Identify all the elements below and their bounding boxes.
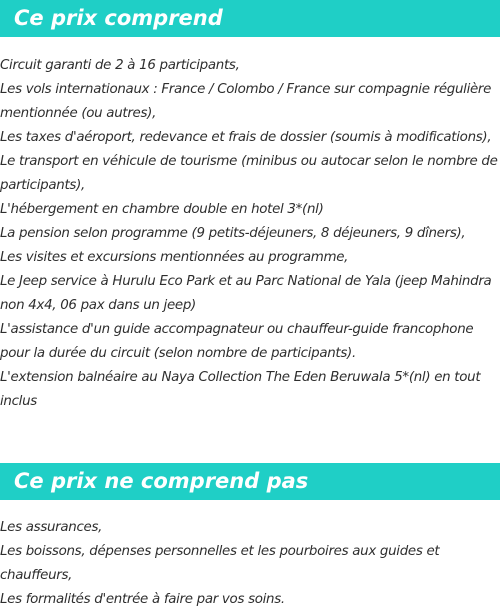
included-item: L'hébergement en chambre double en hotel 3*(nl): [0, 202, 324, 217]
excluded-item: Les assurances,: [0, 520, 103, 535]
included-item: Circuit garanti de 2 à 16 participants,: [0, 58, 240, 73]
included-section-title: Ce prix comprend: [0, 0, 500, 37]
included-items-list: [0, 54, 500, 414]
included-item: Les vols internationaux : France / Colombo / France sur compagnie régulière mentionnée (ou autres),: [0, 82, 492, 121]
excluded-items-list: [0, 516, 500, 612]
excluded-item: Les boissons, dépenses personnelles et les pourboires aux guides et chauffeurs,: [0, 544, 440, 583]
included-item: Les visites et excursions mentionnées au programme,: [0, 250, 349, 265]
included-item: Le Jeep service à Hurulu Eco Park et au Parc National de Yala (jeep Mahindra non 4x4, 06 pax dans un jeep): [0, 274, 492, 313]
included-item: Les taxes d'aéroport, redevance et frais de dossier (soumis à modifications),: [0, 130, 492, 145]
excluded-item: Les formalités d'entrée à faire par vos soins.: [0, 592, 285, 607]
included-item: L'extension balnéaire au Naya Collection The Eden Beruwala 5*(nl) en tout inclus: [0, 370, 481, 409]
included-item: Le transport en véhicule de tourisme (minibus ou autocar selon le nombre de participants),: [0, 154, 498, 193]
included-item: L'assistance d'un guide accompagnateur ou chauffeur-guide francophone pour la durée du circuit (selon nombre de participants).: [0, 322, 474, 361]
included-item: La pension selon programme (9 petits-déjeuners, 8 déjeuners, 9 dîners),: [0, 226, 466, 241]
excluded-section-title: Ce prix ne comprend pas: [0, 463, 500, 500]
